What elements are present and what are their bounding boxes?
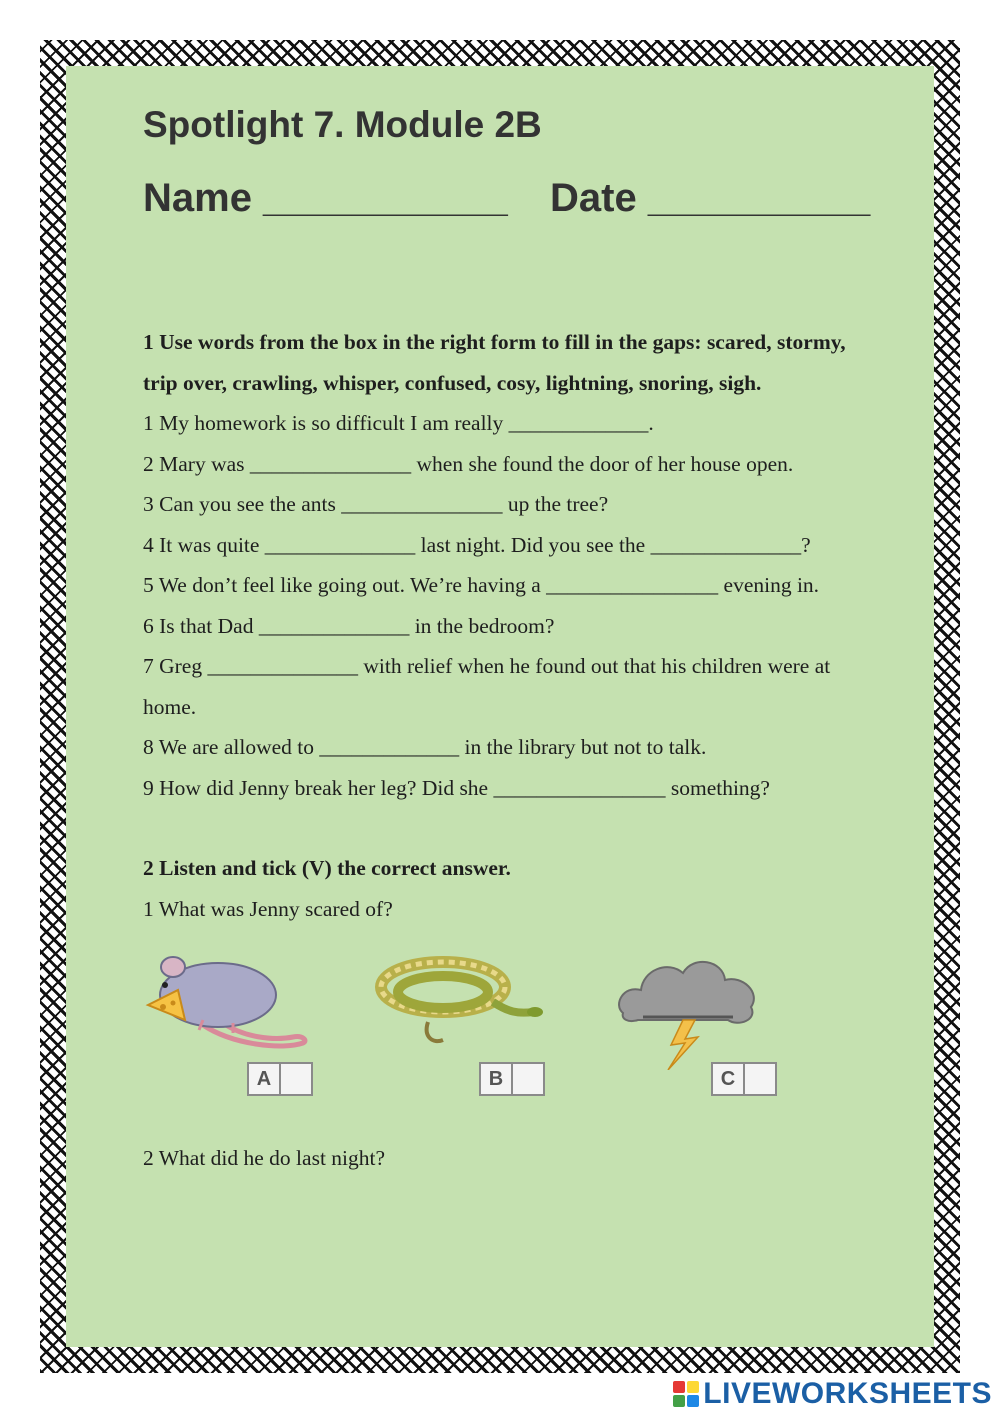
page-title: Spotlight 7. Module 2B: [143, 104, 542, 145]
task-2-instruction: 2 Listen and tick (V) the correct answer.: [143, 856, 511, 880]
question-1: 1 What was Jenny scared of?: [143, 896, 393, 921]
task-1-instruction-cont: trip over, crawling, whisper, confused, cosy, lightning, snoring, sigh.: [143, 370, 762, 395]
brand-logo[interactable]: [673, 1376, 992, 1412]
option-b-checkbox[interactable]: [479, 1062, 545, 1096]
snake-icon: [373, 952, 543, 1052]
brand-text: LIVEWORKSHEETS: [703, 1377, 992, 1410]
option-a-checkbox[interactable]: [247, 1062, 313, 1096]
option-c-label: C: [713, 1064, 745, 1094]
sentence[interactable]: 7 Greg ______________ with relief when he found out that his children were at: [143, 654, 831, 678]
answer-options: [143, 940, 803, 1105]
liveworksheets-icon: [673, 1381, 699, 1407]
option-a-label: A: [249, 1064, 281, 1094]
sentence[interactable]: 9 How did Jenny break her leg? Did she ________________ something?: [143, 775, 770, 800]
task-1-instruction: 1 Use words from the box in the right form to fill in the gaps: scared, stormy,: [143, 330, 846, 354]
task-2: [143, 848, 923, 929]
name-field[interactable]: Name ___________: [143, 176, 508, 220]
option-b-label: B: [481, 1064, 513, 1094]
sentence[interactable]: 3 Can you see the ants _______________ up the tree?: [143, 492, 609, 516]
storm-cloud-icon: [613, 945, 763, 1070]
date-field[interactable]: Date __________: [550, 176, 871, 220]
sentence[interactable]: 8 We are allowed to _____________ in the library but not to talk.: [143, 735, 707, 759]
sentence[interactable]: 6 Is that Dad ______________ in the bedroom?: [143, 613, 555, 638]
sentence[interactable]: 2 Mary was _______________ when she found the door of her house open.: [143, 451, 794, 476]
sentence[interactable]: 5 We don’t feel like going out. We’re having a ________________ evening in.: [143, 573, 820, 597]
question-2: 2 What did he do last night?: [143, 1146, 386, 1170]
sentence: home.: [143, 694, 197, 719]
sentence[interactable]: 1 My homework is so difficult I am really _____________.: [143, 411, 654, 435]
task-1: [143, 322, 923, 808]
option-c-checkbox[interactable]: [711, 1062, 777, 1096]
mouse-icon: [143, 945, 313, 1055]
sentence[interactable]: 4 It was quite ______________ last night. Did you see the ______________?: [143, 532, 811, 557]
